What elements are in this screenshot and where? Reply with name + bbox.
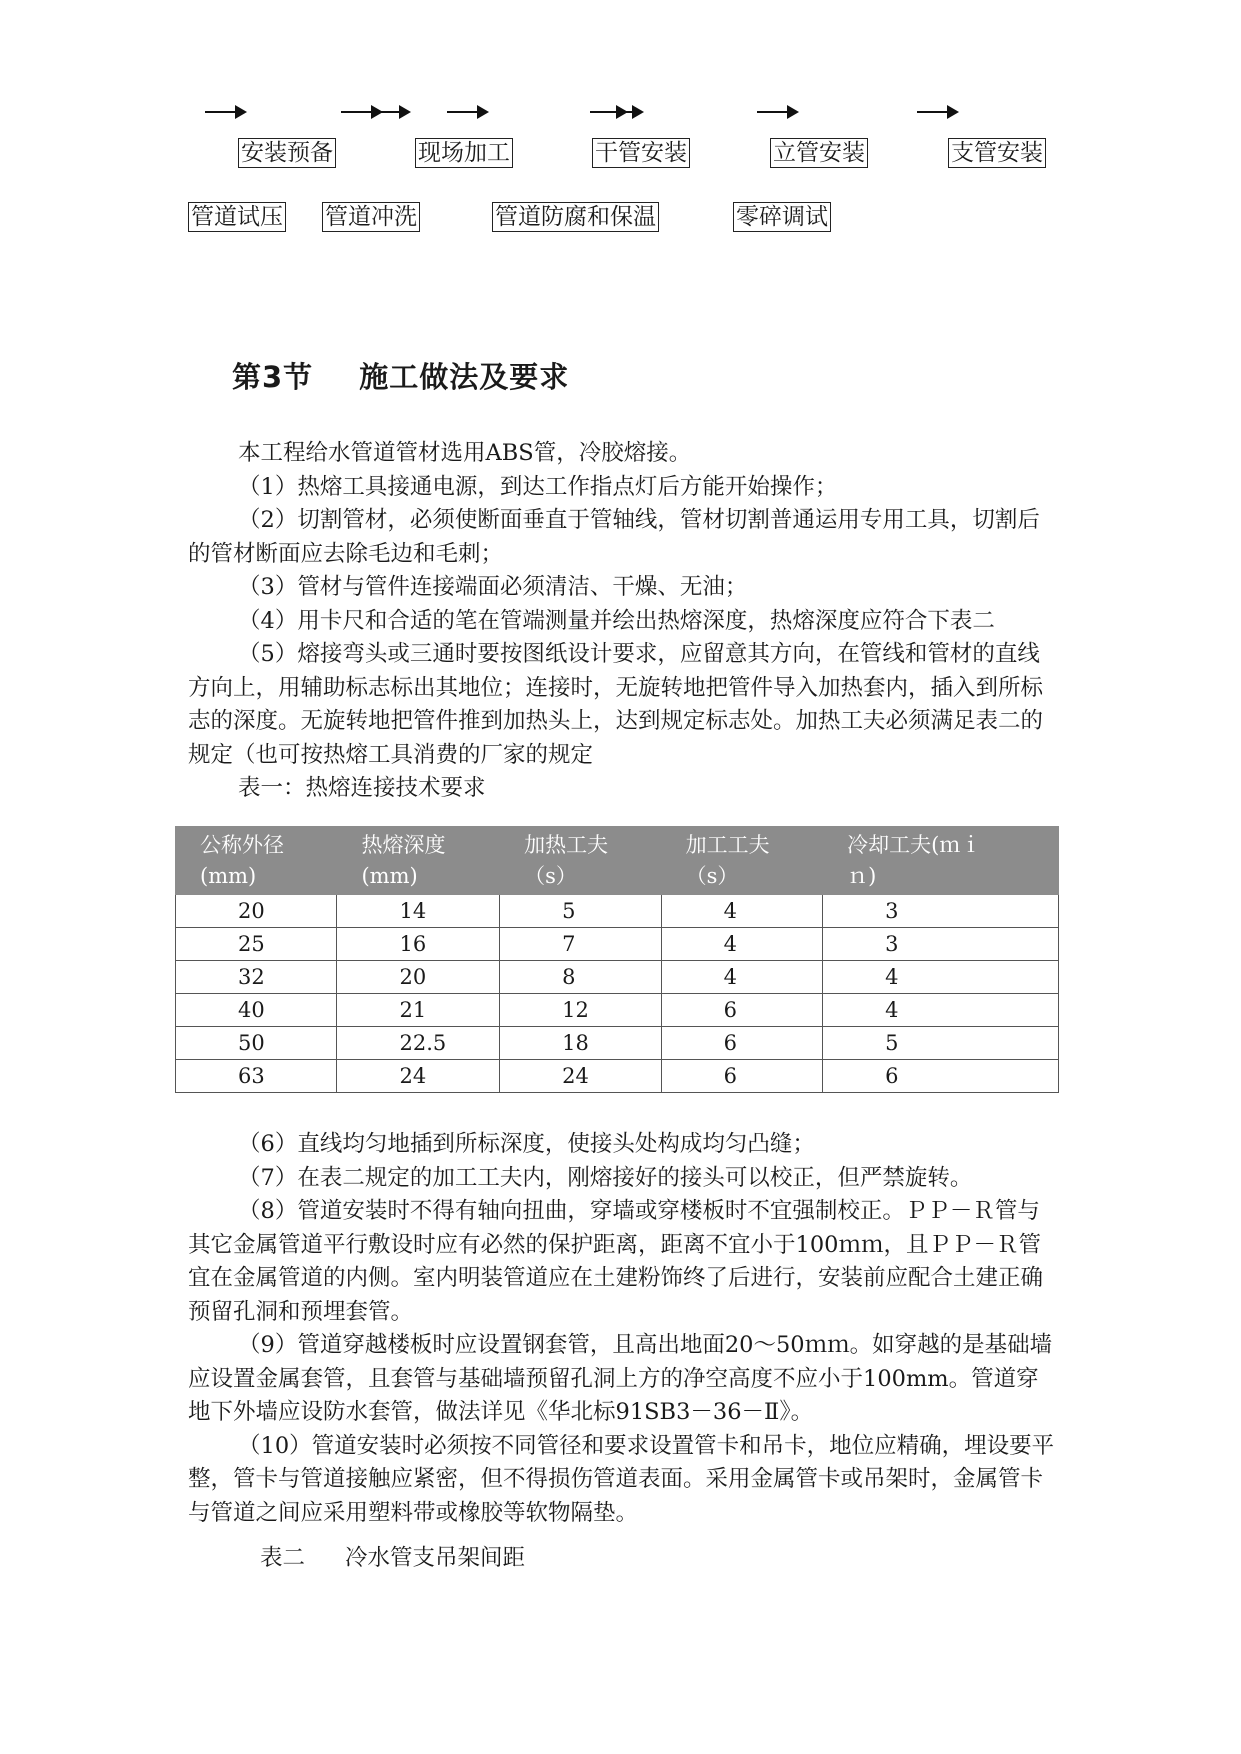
paragraph: （4）用卡尺和合适的笔在管端测量并绘出热熔深度，热熔深度应符合下表二 [238,607,995,634]
table-cell: 3 [823,928,1059,961]
table-header-cell: 冷却工夫(ｍｉ ｎ) [823,827,1059,895]
paragraph: （6）直线均匀地插到所标深度，使接头处构成均匀凸缝； [238,1131,815,1157]
table-cell: 4 [661,895,822,928]
table-cell: 20 [337,961,500,994]
section-number: 第3节 [232,360,314,394]
paragraph: （9）管道穿越楼板时应设置钢套管，且高出地面20～50ｍｍ。如穿越的是基础墙应设置金属套管，且套管与基础墙预留孔洞上方的净空高度不应小于100mm。管道穿地下外墙应设防水套管，做法详见《华北标91SB3－36－Ⅱ》。 [188,1332,1053,1425]
section-heading [232,355,569,396]
body-text-top [188,437,1058,806]
hot-melt-spec-table [175,826,1059,1093]
table-cell: 24 [500,1060,661,1093]
table-cell: 6 [823,1060,1059,1093]
table-cell: 5 [823,1027,1059,1060]
table-cell: 21 [337,994,500,1027]
flow-step-pressure-test: 管道试压 [188,202,286,232]
flow-step-onsite-processing: 现场加工 [415,138,513,168]
table-cell: 22.5 [337,1027,500,1060]
table-cell: 6 [661,994,822,1027]
body-text-bottom [188,1128,1058,1530]
table-cell: 32 [176,961,337,994]
table-row [176,928,1059,961]
table-cell: 18 [500,1027,661,1060]
table-row [176,1027,1059,1060]
table-cell: 8 [500,961,661,994]
table-cell: 4 [661,928,822,961]
table-row [176,961,1059,994]
flow-step-riser: 立管安装 [770,138,868,168]
table-cell: 6 [661,1027,822,1060]
table-cell: 25 [176,928,337,961]
table-cell: 4 [823,961,1059,994]
table-header-cell: 公称外径 (mm) [176,827,337,895]
table-header-cell: 加热工夫 （s） [500,827,661,895]
flow-arrow [917,111,957,113]
table-cell: 16 [337,928,500,961]
table-cell: 7 [500,928,661,961]
table-row [176,1060,1059,1093]
paragraph: （5）熔接弯头或三通时要按图纸设计要求，应留意其方向，在管线和管材的直线方向上，用辅助标志标出其地位；连接时，无旋转地把管件导入加热套内，插入到所标志的深度。无旋转地把管件推到加热头上，达到规定标志处。加热工夫必须满足表二的规定（也可按热熔工具消费的厂家的规定 [188,641,1044,768]
flow-arrow [612,111,642,113]
flow-step-prepare: 安装预备 [238,138,336,168]
table-header-row [176,827,1059,895]
table-header-cell: 加工工夫 （s） [661,827,822,895]
flow-arrow [205,111,245,113]
flow-step-branch: 支管安装 [948,138,1046,168]
flow-arrow [757,111,797,113]
table2-caption [260,1540,525,1572]
flow-arrow [447,111,487,113]
table-cell: 14 [337,895,500,928]
table-cell: 6 [661,1060,822,1093]
table-cell: 4 [661,961,822,994]
table-cell: 5 [500,895,661,928]
flow-step-anticorrosion: 管道防腐和保温 [492,202,659,232]
paragraph: （7）在表二规定的加工工夫内，刚熔接好的接头可以校正，但严禁旋转。 [238,1164,973,1191]
paragraph: 本工程给水管道管材选用ABS管，冷胶熔接。 [238,440,692,466]
paragraph: （1）热熔工具接通电源，到达工作指点灯后方能开始操作； [238,473,838,500]
table-cell: 50 [176,1027,337,1060]
table-cell: 40 [176,994,337,1027]
table-caption: 表一：热熔连接技术要求 [238,775,486,801]
flow-step-flushing: 管道冲洗 [322,202,420,232]
flow-step-commissioning: 零碎调试 [733,202,831,232]
table-cell: 24 [337,1060,500,1093]
table2-label: 表二 [260,1545,306,1571]
table-row [176,994,1059,1027]
paragraph: （2）切割管材，必须使断面垂直于管轴线，管材切割普通运用专用工具，切割后的管材断面应去除毛边和毛刺； [188,507,1040,567]
table-cell: 3 [823,895,1059,928]
table2-title: 冷水管支吊架间距 [345,1545,526,1571]
table-cell: 4 [823,994,1059,1027]
paragraph: （3）管材与管件连接端面必须清洁、干燥、无油； [238,574,748,600]
flow-arrow [373,111,409,113]
table-cell: 20 [176,895,337,928]
paragraph: （10）管道安装时必须按不同管径和要求设置管卡和吊卡，地位应精确，埋设要平整，管卡与管道接触应紧密，但不得损伤管道表面。采用金属管卡或吊架时，金属管卡与管道之间应采用塑料带或橡胶等软物隔垫。 [188,1432,1055,1526]
table-cell: 12 [500,994,661,1027]
table-cell: 63 [176,1060,337,1093]
table-header-cell: 热熔深度 (mm) [337,827,500,895]
table-row [176,895,1059,928]
paragraph: （8）管道安装时不得有轴向扭曲，穿墙或穿楼板时不宜强制校正。ＰＰ－Ｒ管与其它金属管道平行敷设时应有必然的保护距离，距离不宜小于100ｍｍ，且ＰＰ－Ｒ管宜在金属管道的内侧。室内明装管道应在土建粉饰终了后进行，安装前应配合土建正确预留孔洞和预埋套管。 [188,1198,1044,1325]
section-title: 施工做法及要求 [359,360,570,394]
flow-step-main-pipe: 干管安装 [592,138,690,168]
